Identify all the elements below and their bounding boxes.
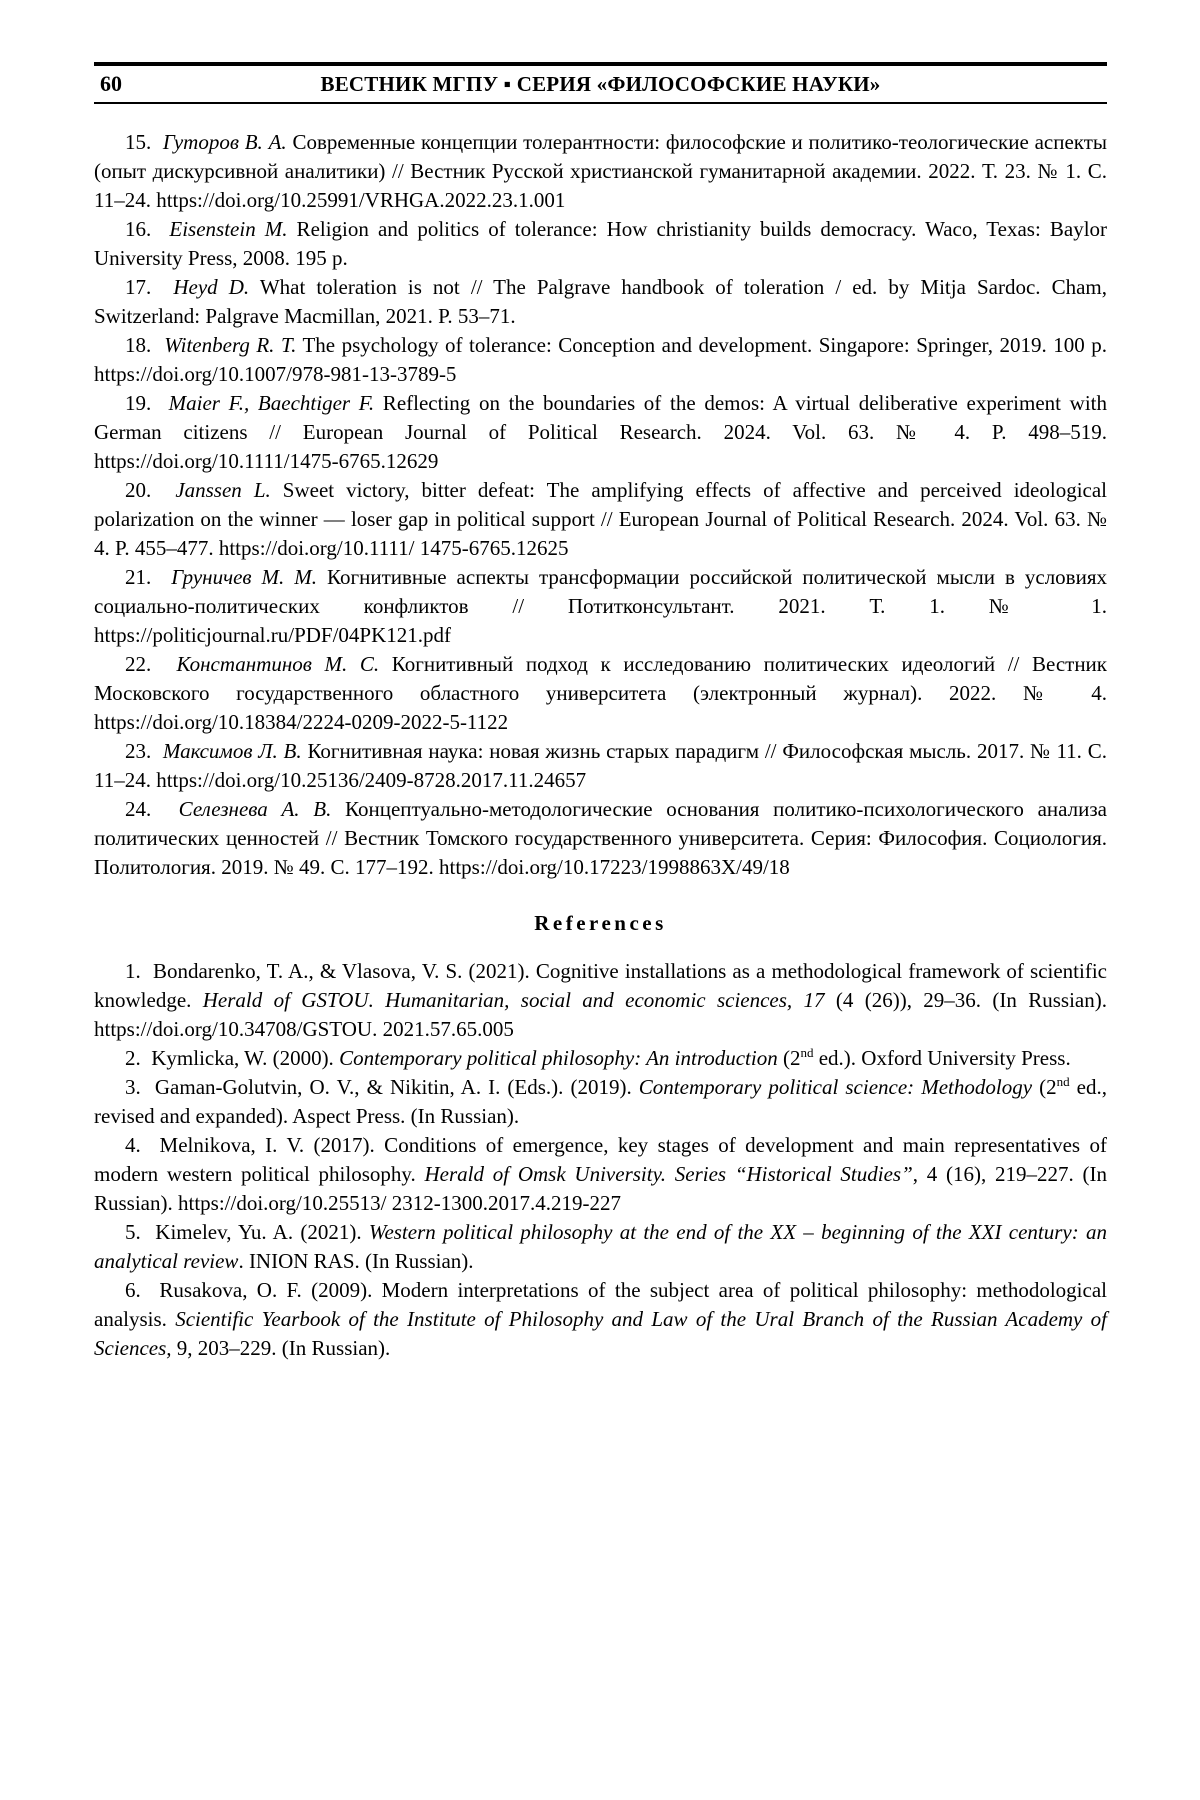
bibliography-number: 23. (125, 739, 163, 763)
reference-text: Scientific Yearbook of the Institute of Philosophy and Law of the Ural Branch of the Russian Academy of Sciences, (94, 1307, 1108, 1360)
bibliography-text: Когнитивные аспекты трансформации российской политической мысли в условиях социально-политических конфликтов // Потитконсультант. 2021. Т. 1. № 1. https://politicjournal.ru/PDF/04PK121.pdf (94, 565, 1107, 647)
bibliography-text: Reflecting on the boundaries of the demos: A virtual deliberative experiment with German citizens // European Journal of Political Research. 2024. Vol. 63. № 4. P. 498–519. https://doi.org/10.1111/1475-6765.12629 (94, 391, 1107, 473)
bibliography-item (94, 215, 1107, 273)
reference-text: nd (1056, 1074, 1070, 1089)
bibliography-text: Груничев М. М. (171, 565, 318, 589)
bibliography-text: Селезнева А. В. (178, 797, 332, 821)
page-number: 60 (100, 71, 122, 96)
bibliography-item (94, 737, 1107, 795)
bibliography-list (94, 128, 1107, 882)
reference-text: Rusakova, O. F. (2009). Modern interpretations of the subject area of political philosophy: methodological analysis. (94, 1278, 1107, 1331)
reference-text: (2 (777, 1046, 801, 1070)
references-list (94, 957, 1107, 1363)
reference-text: Gaman-Golutvin, O. V., & Nikitin, A. I. (Eds.). (2019). (154, 1075, 639, 1099)
bibliography-text: Religion and politics of tolerance: How christianity builds democracy. Waco, Texas: Baylor University Press, 2008. 195 p. (94, 217, 1108, 270)
bibliography-text: Когнитивная наука: новая жизнь старых парадигм // Философская мысль. 2017. № 11. С. 11–24. https://doi.org/10.25136/2409-8728.2017.11.24657 (94, 739, 1107, 792)
reference-item (94, 1131, 1107, 1218)
bibliography-text: Maier F., Baechtiger F. (168, 391, 375, 415)
reference-text: Contemporary political science: Methodology (638, 1075, 1033, 1099)
bibliography-item (94, 331, 1107, 389)
reference-number: 1. (125, 959, 153, 983)
reference-text: Herald of Omsk University. Series “Historical Studies” (424, 1162, 913, 1186)
bibliography-number: 21. (125, 565, 172, 589)
bibliography-text: Концептуально-методологические основания политико-психологического анализа политических ценностей // Вестник Томского государственного университета. Серия: Философия. Социология. Политология. 2019. № 49. С. 177–192. https://doi.org/10.17223/1998863X/49/18 (94, 797, 1108, 879)
bibliography-item (94, 389, 1107, 476)
reference-text: Kimelev, Yu. A. (2021). (155, 1220, 369, 1244)
reference-text: (2 (1032, 1075, 1057, 1099)
bibliography-text: Гуторов В. А. (162, 130, 287, 154)
header-rule-bottom (94, 102, 1107, 104)
bibliography-item (94, 795, 1107, 882)
bibliography-item (94, 650, 1107, 737)
bibliography-text: Eisenstein M. (169, 217, 288, 241)
reference-text: Kymlicka, W. (2000). (151, 1046, 340, 1070)
header-row (94, 66, 1107, 102)
reference-text: . INION RAS. (In Russian). (238, 1249, 474, 1273)
journal-title: ВЕСТНИК МГПУ ▪ СЕРИЯ «ФИЛОСОФСКИЕ НАУКИ» (320, 71, 881, 96)
bibliography-text: Heyd D. (173, 275, 250, 299)
reference-text: , 4 (16), 219–227. (In Russian). https://doi.org/10.25513/ 2312-1300.2017.4.219-227 (94, 1162, 1107, 1215)
bibliography-number: 18. (125, 333, 165, 357)
bibliography-number: 24. (125, 797, 179, 821)
reference-item (94, 1276, 1107, 1363)
bibliography-text: Максимов Л. В. (162, 739, 302, 763)
reference-item (94, 1073, 1107, 1131)
bibliography-text: Witenberg R. T. (164, 333, 297, 357)
reference-number: 5. (125, 1220, 156, 1244)
reference-text: ed.). Oxford University Press. (813, 1046, 1071, 1070)
reference-number: 3. (125, 1075, 155, 1099)
reference-item (94, 957, 1107, 1044)
reference-text: Melnikova, I. V. (2017). Conditions of emergence, key stages of development and main representatives of modern western political philosophy. (94, 1133, 1107, 1186)
reference-text: Western political philosophy at the end of the XX – beginning of the XXI century: an analytical review (94, 1220, 1108, 1273)
bibliography-number: 15. (125, 130, 163, 154)
reference-number: 4. (125, 1133, 160, 1157)
bibliography-text: Sweet victory, bitter defeat: The amplifying effects of affective and perceived ideological polarization on the winner — loser gap in political support // European Journal of Political Research. 2024. Vol. 63. № 4. P. 455–477. https://doi.org/10.1111/ 1475-6765.12625 (94, 478, 1108, 560)
bibliography-item (94, 563, 1107, 650)
bibliography-text: Когнитивный подход к исследованию политических идеологий // Вестник Московского государственного областного университета (электронный журнал). 2022. № 4. https://doi.org/10.18384/2224-0209-2022-5-1122 (94, 652, 1108, 734)
bibliography-text: Константинов М. С. (176, 652, 380, 676)
reference-text: Herald of GSTOU. Humanitarian, social and economic sciences, 17 (202, 988, 825, 1012)
bibliography-text: Janssen L. (175, 478, 271, 502)
reference-number: 6. (125, 1278, 160, 1302)
bibliography-item (94, 273, 1107, 331)
bibliography-number: 19. (125, 391, 169, 415)
bibliography-text: What toleration is not // The Palgrave handbook of toleration / ed. by Mitja Sardoc. Cham, Switzerland: Palgrave Macmillan, 2021. P. 53–71. (94, 275, 1107, 328)
reference-item (94, 1044, 1107, 1073)
reference-text: Bondarenko, T. A., & Vlasova, V. S. (2021). Cognitive installations as a methodological framework of scientific knowledge. (94, 959, 1108, 1012)
reference-text: Contemporary political philosophy: An introduction (339, 1046, 778, 1070)
reference-text: 9, 203–229. (In Russian). (171, 1336, 391, 1360)
bibliography-item (94, 128, 1107, 215)
reference-item (94, 1218, 1107, 1276)
bibliography-number: 22. (125, 652, 177, 676)
references-heading: References (534, 911, 667, 935)
bibliography-number: 16. (125, 217, 170, 241)
running-head (94, 62, 1107, 104)
bibliography-number: 20. (125, 478, 176, 502)
bibliography-text: Современные концепции толерантности: философские и политико-теологические аспекты (опыт дискурсивной аналитики) // Вестник Русской христианской гуманитарной академии. 2022. Т. 23. № 1. С. 11–24. https://doi.org/10.25991/VRHGA.2022.23.1.001 (94, 130, 1108, 212)
bibliography-number: 17. (125, 275, 174, 299)
bibliography-text: The psychology of tolerance: Conception and development. Singapore: Springer, 2019. 100 p. https://doi.org/10.1007/978-981-13-3789-5 (94, 333, 1107, 386)
reference-text: nd (800, 1045, 814, 1060)
page-body (94, 128, 1107, 1363)
bibliography-item (94, 476, 1107, 563)
reference-text: ed., revised and expanded). Aspect Press. (In Russian). (94, 1075, 1108, 1128)
reference-text: (4 (26)), 29–36. (In Russian). https://doi.org/10.34708/GSTOU. 2021.57.65.005 (94, 988, 1107, 1041)
reference-number: 2. (125, 1046, 152, 1070)
